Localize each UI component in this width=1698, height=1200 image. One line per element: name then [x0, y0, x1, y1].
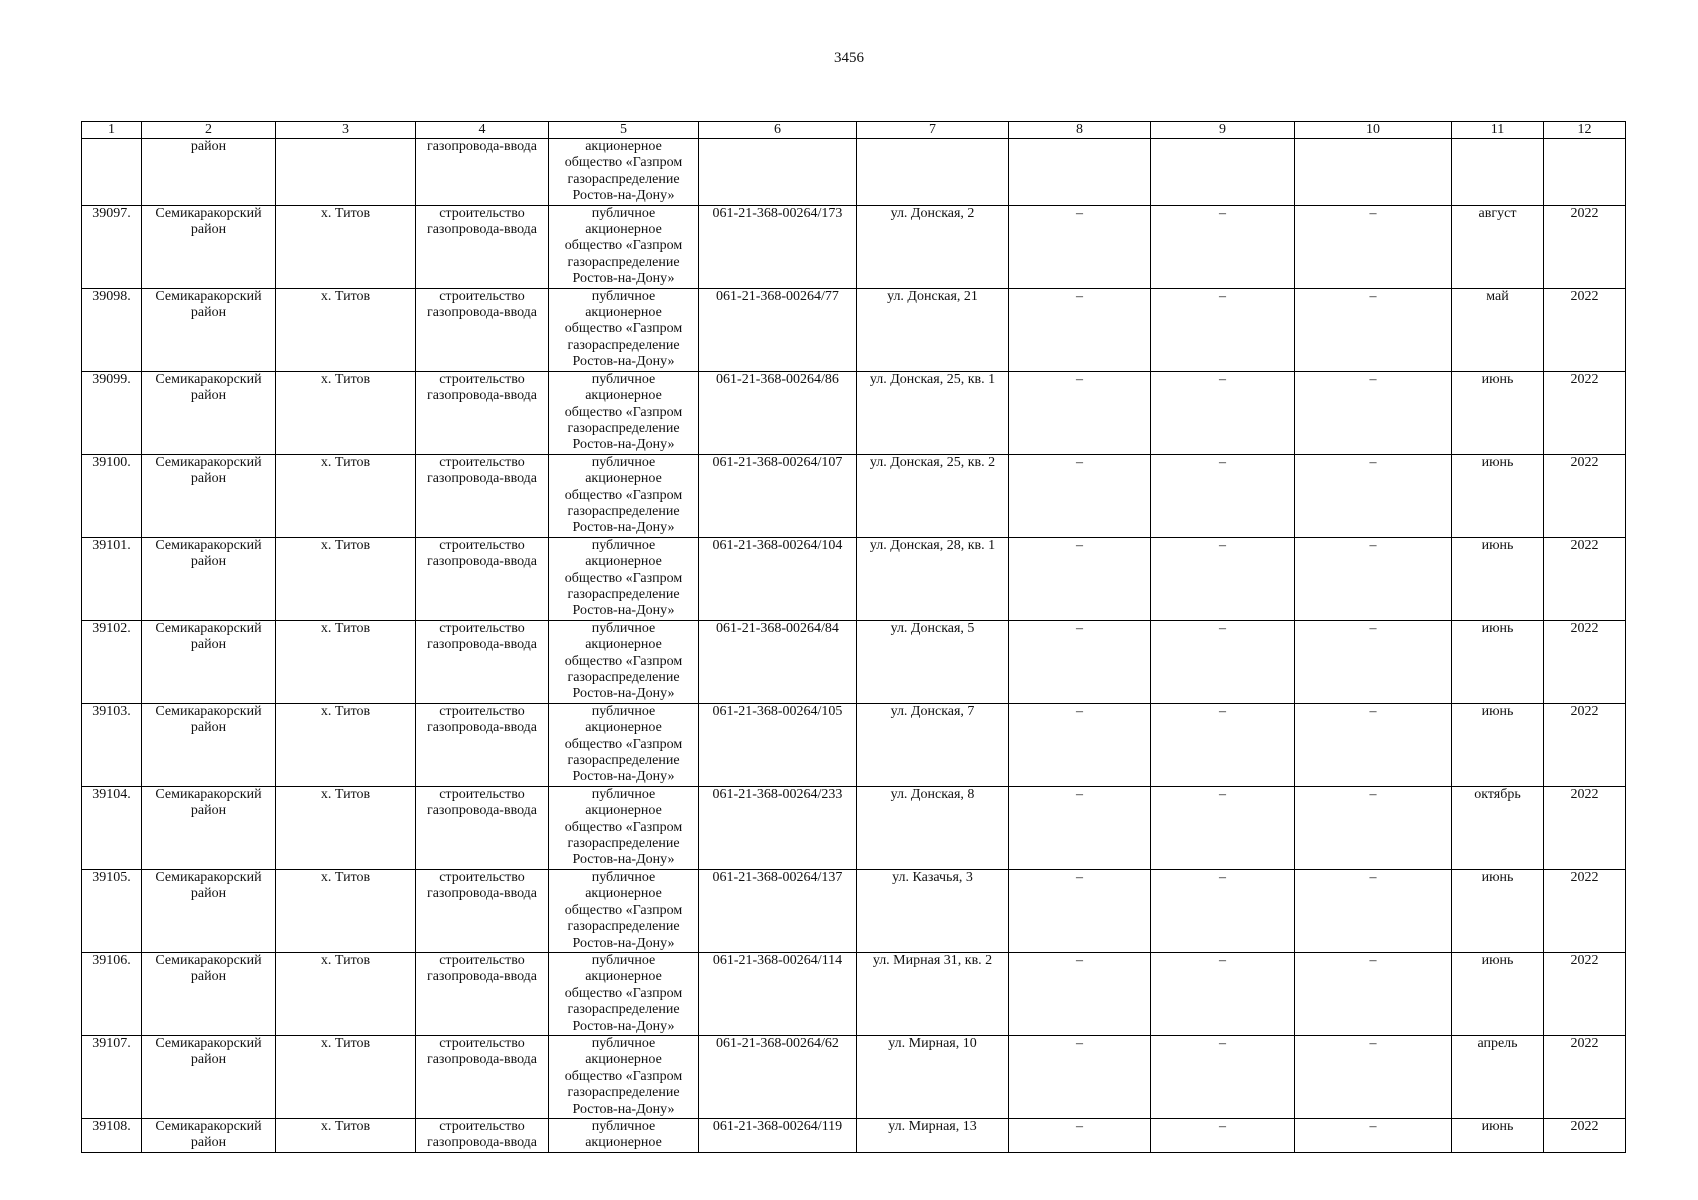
cell-num: 39098. — [82, 288, 142, 371]
cell-code: 061-21-368-00264/173 — [699, 205, 857, 288]
cell-work: строительство газопровода-ввода — [416, 288, 549, 371]
column-number-header: 7 — [857, 122, 1009, 139]
cell-num: 39097. — [82, 205, 142, 288]
cell-c8: – — [1009, 537, 1151, 620]
cell-c9: – — [1151, 288, 1295, 371]
cell-org: публичное акционерное общество «Газпром газораспределение Ростов-на-Дону» — [549, 454, 699, 537]
cell-locality: х. Титов — [276, 1035, 416, 1118]
cell-org: публичное акционерное общество «Газпром газораспределение Ростов-на-Дону» — [549, 703, 699, 786]
cell-c8 — [1009, 139, 1151, 206]
cell-work: строительство газопровода-ввода — [416, 703, 549, 786]
cell-code — [699, 139, 857, 206]
cell-num: 39100. — [82, 454, 142, 537]
cell-address: ул. Мирная, 13 — [857, 1118, 1009, 1152]
cell-work: строительство газопровода-ввода — [416, 1118, 549, 1152]
cell-code: 061-21-368-00264/107 — [699, 454, 857, 537]
cell-org: публичное акционерное общество «Газпром газораспределение Ростов-на-Дону» — [549, 1035, 699, 1118]
cell-num: 39108. — [82, 1118, 142, 1152]
continuation-row — [82, 139, 1626, 206]
cell-address: ул. Мирная, 10 — [857, 1035, 1009, 1118]
cell-year: 2022 — [1544, 786, 1626, 869]
cell-c9: – — [1151, 537, 1295, 620]
cell-num — [82, 139, 142, 206]
cell-address — [857, 139, 1009, 206]
cell-address: ул. Донская, 2 — [857, 205, 1009, 288]
cell-month: июнь — [1452, 620, 1544, 703]
table-row — [82, 454, 1626, 537]
cell-work: строительство газопровода-ввода — [416, 205, 549, 288]
cell-locality: х. Титов — [276, 537, 416, 620]
cell-c10: – — [1295, 620, 1452, 703]
registry-table — [81, 121, 1626, 1153]
cell-district: Семикаракорский район — [142, 703, 276, 786]
cell-address: ул. Донская, 21 — [857, 288, 1009, 371]
cell-district: Семикаракорский район — [142, 869, 276, 952]
cell-year: 2022 — [1544, 620, 1626, 703]
cell-work: строительство газопровода-ввода — [416, 371, 549, 454]
cell-month — [1452, 139, 1544, 206]
cell-c10: – — [1295, 371, 1452, 454]
cell-code: 061-21-368-00264/104 — [699, 537, 857, 620]
cell-code: 061-21-368-00264/105 — [699, 703, 857, 786]
cell-year — [1544, 139, 1626, 206]
cell-district: Семикаракорский район — [142, 1118, 276, 1152]
cell-month: июнь — [1452, 703, 1544, 786]
cell-month: август — [1452, 205, 1544, 288]
cell-num: 39107. — [82, 1035, 142, 1118]
cell-locality: х. Титов — [276, 786, 416, 869]
column-number-header: 6 — [699, 122, 857, 139]
cell-code: 061-21-368-00264/62 — [699, 1035, 857, 1118]
cell-c9 — [1151, 139, 1295, 206]
cell-year: 2022 — [1544, 371, 1626, 454]
cell-district: Семикаракорский район — [142, 786, 276, 869]
cell-month: май — [1452, 288, 1544, 371]
column-number-header: 10 — [1295, 122, 1452, 139]
cell-year: 2022 — [1544, 537, 1626, 620]
cell-district: Семикаракорский район — [142, 205, 276, 288]
cell-work: строительство газопровода-ввода — [416, 454, 549, 537]
cell-c9: – — [1151, 454, 1295, 537]
cell-address: ул. Мирная 31, кв. 2 — [857, 952, 1009, 1035]
column-number-header: 12 — [1544, 122, 1626, 139]
cell-c8: – — [1009, 205, 1151, 288]
cell-c10: – — [1295, 1118, 1452, 1152]
cell-locality: х. Титов — [276, 371, 416, 454]
cell-c9: – — [1151, 620, 1295, 703]
cell-month: июнь — [1452, 537, 1544, 620]
cell-code: 061-21-368-00264/233 — [699, 786, 857, 869]
cell-locality: х. Титов — [276, 952, 416, 1035]
cell-month: июнь — [1452, 454, 1544, 537]
table-row — [82, 537, 1626, 620]
cell-c10: – — [1295, 952, 1452, 1035]
table-row — [82, 786, 1626, 869]
table-row — [82, 869, 1626, 952]
table-row — [82, 371, 1626, 454]
cell-year: 2022 — [1544, 205, 1626, 288]
cell-c10: – — [1295, 205, 1452, 288]
cell-locality: х. Титов — [276, 1118, 416, 1152]
cell-org: публичное акционерное общество «Газпром газораспределение Ростов-на-Дону» — [549, 869, 699, 952]
cell-org: публичное акционерное общество «Газпром газораспределение Ростов-на-Дону» — [549, 537, 699, 620]
table-row — [82, 952, 1626, 1035]
cell-work: строительство газопровода-ввода — [416, 786, 549, 869]
cell-c8: – — [1009, 288, 1151, 371]
cell-address: ул. Донская, 25, кв. 2 — [857, 454, 1009, 537]
cell-address: ул. Донская, 25, кв. 1 — [857, 371, 1009, 454]
cell-locality: х. Титов — [276, 454, 416, 537]
column-number-header: 3 — [276, 122, 416, 139]
cell-work: газопровода-ввода — [416, 139, 549, 206]
cell-org: публичное акционерное общество «Газпром газораспределение Ростов-на-Дону» — [549, 371, 699, 454]
cell-locality: х. Титов — [276, 703, 416, 786]
cell-year: 2022 — [1544, 454, 1626, 537]
cell-month: октябрь — [1452, 786, 1544, 869]
cell-c8: – — [1009, 454, 1151, 537]
table-row — [82, 1118, 1626, 1152]
cell-address: ул. Казачья, 3 — [857, 869, 1009, 952]
cell-c8: – — [1009, 703, 1151, 786]
cell-code: 061-21-368-00264/114 — [699, 952, 857, 1035]
table-row — [82, 205, 1626, 288]
column-number-header: 9 — [1151, 122, 1295, 139]
cell-org: публичное акционерное общество «Газпром газораспределение Ростов-на-Дону» — [549, 620, 699, 703]
cell-address: ул. Донская, 8 — [857, 786, 1009, 869]
cell-c8: – — [1009, 371, 1151, 454]
cell-work: строительство газопровода-ввода — [416, 620, 549, 703]
cell-district: Семикаракорский район — [142, 371, 276, 454]
cell-num: 39103. — [82, 703, 142, 786]
cell-year: 2022 — [1544, 869, 1626, 952]
cell-locality: х. Титов — [276, 620, 416, 703]
cell-org: акционерное общество «Газпром газораспределение Ростов-на-Дону» — [549, 139, 699, 206]
cell-year: 2022 — [1544, 952, 1626, 1035]
cell-code: 061-21-368-00264/137 — [699, 869, 857, 952]
cell-c10: – — [1295, 703, 1452, 786]
cell-c10: – — [1295, 1035, 1452, 1118]
cell-work: строительство газопровода-ввода — [416, 537, 549, 620]
cell-code: 061-21-368-00264/119 — [699, 1118, 857, 1152]
cell-c9: – — [1151, 952, 1295, 1035]
cell-address: ул. Донская, 28, кв. 1 — [857, 537, 1009, 620]
cell-org: публичное акционерное общество «Газпром газораспределение Ростов-на-Дону» — [549, 786, 699, 869]
cell-c9: – — [1151, 869, 1295, 952]
cell-c10: – — [1295, 454, 1452, 537]
cell-c9: – — [1151, 371, 1295, 454]
cell-c10: – — [1295, 869, 1452, 952]
cell-month: июнь — [1452, 952, 1544, 1035]
cell-org: публичное акционерное — [549, 1118, 699, 1152]
table-row — [82, 620, 1626, 703]
page-number: 3456 — [834, 50, 864, 66]
cell-locality — [276, 139, 416, 206]
column-number-header: 4 — [416, 122, 549, 139]
cell-year: 2022 — [1544, 1035, 1626, 1118]
cell-address: ул. Донская, 7 — [857, 703, 1009, 786]
column-number-header: 5 — [549, 122, 699, 139]
cell-c10: – — [1295, 786, 1452, 869]
cell-month: июнь — [1452, 371, 1544, 454]
cell-year: 2022 — [1544, 288, 1626, 371]
cell-month: июнь — [1452, 869, 1544, 952]
cell-district: район — [142, 139, 276, 206]
cell-org: публичное акционерное общество «Газпром газораспределение Ростов-на-Дону» — [549, 205, 699, 288]
column-number-header: 2 — [142, 122, 276, 139]
cell-num: 39099. — [82, 371, 142, 454]
table-row — [82, 703, 1626, 786]
cell-year: 2022 — [1544, 703, 1626, 786]
cell-c10: – — [1295, 288, 1452, 371]
cell-locality: х. Титов — [276, 205, 416, 288]
column-number-header: 8 — [1009, 122, 1151, 139]
cell-district: Семикаракорский район — [142, 952, 276, 1035]
cell-code: 061-21-368-00264/77 — [699, 288, 857, 371]
cell-c8: – — [1009, 869, 1151, 952]
column-number-row — [82, 122, 1626, 139]
cell-num: 39101. — [82, 537, 142, 620]
cell-month: апрель — [1452, 1035, 1544, 1118]
cell-work: строительство газопровода-ввода — [416, 869, 549, 952]
cell-c9: – — [1151, 1035, 1295, 1118]
cell-work: строительство газопровода-ввода — [416, 952, 549, 1035]
cell-num: 39102. — [82, 620, 142, 703]
table-row — [82, 288, 1626, 371]
cell-c8: – — [1009, 620, 1151, 703]
cell-c8: – — [1009, 786, 1151, 869]
cell-month: июнь — [1452, 1118, 1544, 1152]
cell-district: Семикаракорский район — [142, 537, 276, 620]
cell-code: 061-21-368-00264/84 — [699, 620, 857, 703]
cell-c9: – — [1151, 1118, 1295, 1152]
cell-c10 — [1295, 139, 1452, 206]
cell-work: строительство газопровода-ввода — [416, 1035, 549, 1118]
cell-num: 39105. — [82, 869, 142, 952]
cell-c9: – — [1151, 786, 1295, 869]
column-number-header: 11 — [1452, 122, 1544, 139]
cell-code: 061-21-368-00264/86 — [699, 371, 857, 454]
cell-c8: – — [1009, 1118, 1151, 1152]
cell-num: 39106. — [82, 952, 142, 1035]
cell-district: Семикаракорский район — [142, 1035, 276, 1118]
column-number-header: 1 — [82, 122, 142, 139]
cell-num: 39104. — [82, 786, 142, 869]
cell-district: Семикаракорский район — [142, 288, 276, 371]
cell-org: публичное акционерное общество «Газпром газораспределение Ростов-на-Дону» — [549, 952, 699, 1035]
table-row — [82, 1035, 1626, 1118]
cell-c10: – — [1295, 537, 1452, 620]
cell-c9: – — [1151, 205, 1295, 288]
cell-district: Семикаракорский район — [142, 620, 276, 703]
cell-locality: х. Титов — [276, 288, 416, 371]
cell-address: ул. Донская, 5 — [857, 620, 1009, 703]
cell-c8: – — [1009, 952, 1151, 1035]
cell-c8: – — [1009, 1035, 1151, 1118]
cell-org: публичное акционерное общество «Газпром газораспределение Ростов-на-Дону» — [549, 288, 699, 371]
cell-locality: х. Титов — [276, 869, 416, 952]
cell-year: 2022 — [1544, 1118, 1626, 1152]
cell-district: Семикаракорский район — [142, 454, 276, 537]
cell-c9: – — [1151, 703, 1295, 786]
